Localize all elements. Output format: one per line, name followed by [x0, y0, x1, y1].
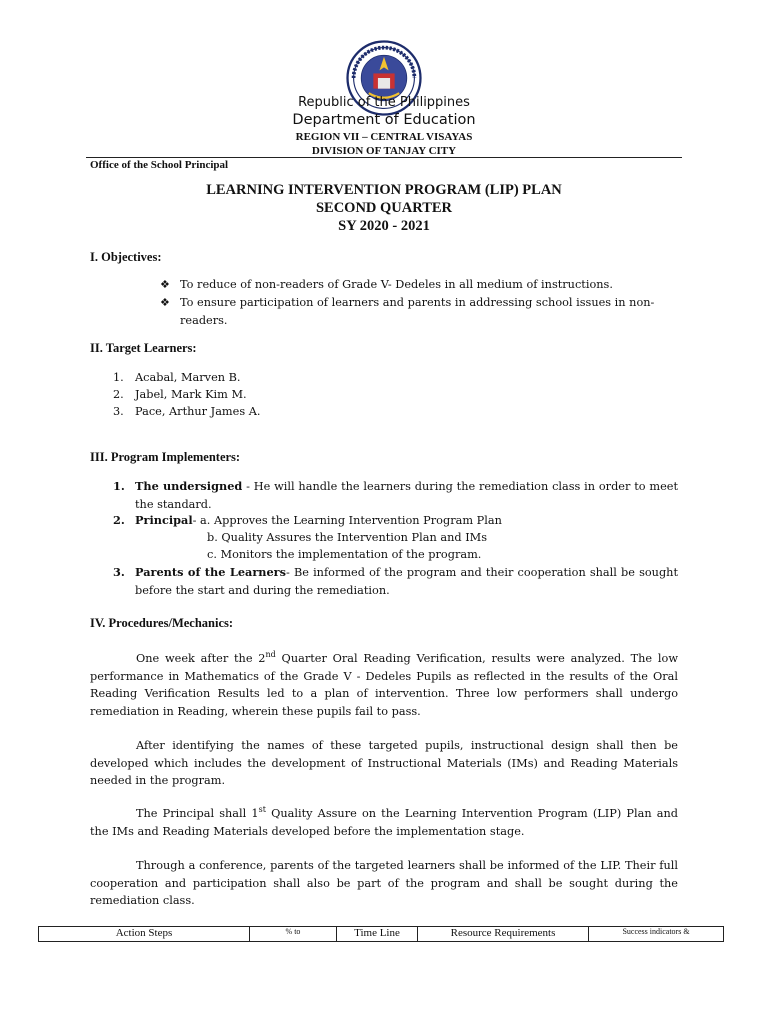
learner-item: 1. Acabal, Marven B. — [113, 371, 241, 384]
diamond-bullet-icon: ❖ — [160, 296, 170, 309]
principal-sub-item: c. Monitors the implementation of the program. — [207, 548, 482, 561]
region-line: REGION VII – CENTRAL VISAYAS — [295, 131, 473, 143]
implementer-item: 2. Principal- a. Approves the Learning Intervention Program Plan — [113, 513, 502, 527]
objective-item: ❖ To reduce of non-readers of Grade V- Dedeles in all medium of instructions. — [160, 276, 678, 294]
office-line: Office of the School Principal — [90, 159, 229, 171]
table-header-cell: Action Steps — [39, 927, 250, 942]
procedures-heading: IV. Procedures/Mechanics: — [90, 616, 234, 630]
learner-item: 3. Pace, Arthur James A. — [113, 405, 261, 418]
document-title: LEARNING INTERVENTION PROGRAM (LIP) PLAN — [206, 182, 562, 198]
target-learners-heading: II. Target Learners: — [90, 341, 197, 355]
table-header-cell: % to — [250, 927, 337, 942]
principal-sub-item: b. Quality Assures the Intervention Plan and IMs — [207, 531, 488, 544]
learner-item: 2. Jabel, Mark Kim M. — [113, 388, 247, 401]
document-subtitle-sy: SY 2020 - 2021 — [338, 218, 430, 234]
implementer-item: 3. Parents of the Learners- Be informed of the program and their cooperation shall be sought before the start and during the remediation. — [113, 565, 678, 597]
table-header-row — [39, 927, 724, 942]
objective-item: ❖ To ensure participation of learners and parents in addressing school issues in non-readers. — [160, 296, 655, 327]
division-line: DIVISION OF TANJAY CITY — [311, 145, 457, 157]
table-header-cell: Time Line — [337, 927, 418, 942]
procedure-paragraph: After identifying the names of these targeted pupils, instructional design shall then be developed which includes the development of Instructional Materials (IMs) and Reading Materials needed in the program. — [90, 739, 678, 787]
republic-line: Republic of the Philippines — [298, 95, 470, 110]
procedure-paragraph: The Principal shall 1st Quality Assure on the Learning Intervention Program (LIP) Plan and the IMs and Reading Materials developed before the implementation stage. — [90, 805, 679, 838]
implementer-item: 1. The undersigned - He will handle the learners during the remediation class in order to meet the standard. — [113, 479, 678, 511]
document-subtitle-quarter: SECOND QUARTER — [315, 200, 453, 216]
objectives-heading: I. Objectives: — [90, 250, 162, 264]
header-divider — [86, 157, 682, 158]
procedure-paragraph: One week after the 2nd Quarter Oral Reading Verification, results were analyzed. The low performance in Mathematics of the Grade V - Dedeles Pupils as reflected in the results of the Oral Reading Verification Results led to a plan of intervention. Three low performers shall undergo remediation in Reading, wherein these pupils fail to pass. — [90, 650, 678, 718]
diamond-bullet-icon: ❖ — [160, 278, 170, 291]
procedure-paragraph: Through a conference, parents of the targeted learners shall be informed of the LIP. Their full cooperation and participation shall also be part of the program and shall be sought during the remediation class. — [90, 859, 678, 907]
implementers-heading: III. Program Implementers: — [90, 450, 241, 464]
action-plan-table — [38, 926, 724, 942]
department-line: Department of Education — [292, 112, 476, 128]
table-header-cell: Resource Requirements — [418, 927, 589, 942]
table-header-cell: Success indicators & — [589, 927, 724, 942]
